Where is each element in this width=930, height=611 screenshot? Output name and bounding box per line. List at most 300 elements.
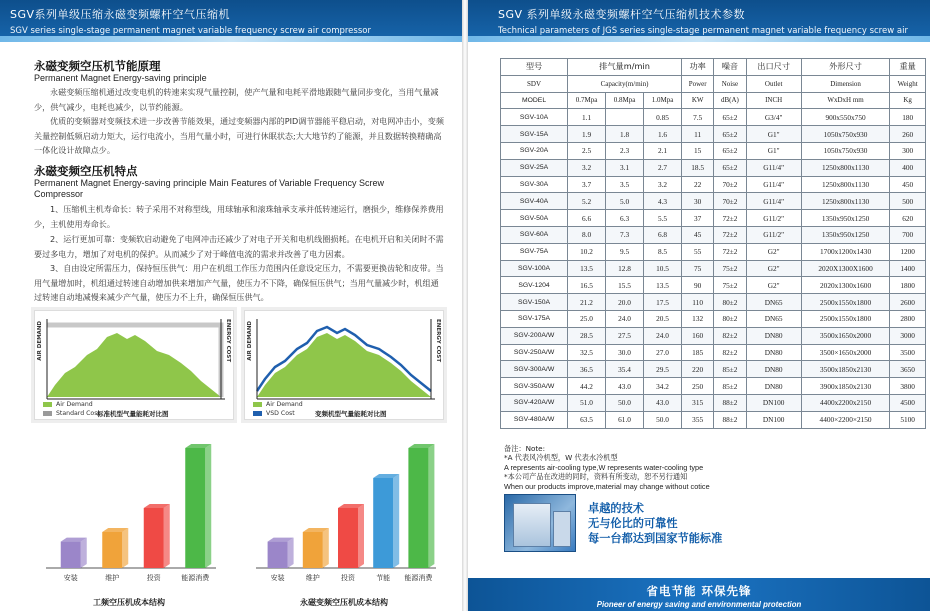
legend-label: Air Demand [266, 401, 303, 408]
legend-air-demand [43, 401, 93, 408]
table-cell: 180 [890, 109, 926, 126]
table-cell: 1400 [890, 260, 926, 277]
model-cell: SGV-480A/W [501, 411, 568, 428]
section1-title: 永磁变频空压机节能原理 [34, 59, 161, 73]
bar-side [205, 444, 211, 568]
table-row [501, 226, 926, 243]
bar-side [323, 528, 329, 568]
bar-chart-standard-caption: 工频空压机成本结构 [93, 598, 165, 607]
table-cell: 13.5 [568, 260, 606, 277]
model-cell: SGV-40A [501, 193, 568, 210]
left-header-title: SGV系列单级压缩永磁变频螺杆空气压缩机 [10, 8, 231, 21]
table-cell: 30.0 [606, 344, 644, 361]
table-row [501, 126, 926, 143]
header-noise: 噪音 [714, 59, 746, 76]
model-cell: SGV-15A [501, 126, 568, 143]
bar-category-label: 投资 [146, 574, 161, 582]
bar-chart-standard [34, 432, 224, 608]
right-header-subtitle: Technical parameters of JGS series single-stage permanent magnet variable frequency screw air [498, 26, 908, 36]
model-cell: SGV-350A/W [501, 378, 568, 395]
table-cell: DN80 [746, 344, 801, 361]
legend-swatch [43, 402, 52, 407]
table-cell: 88±2 [714, 411, 746, 428]
header-capacity: 排气量m/min [568, 59, 682, 76]
table-cell: 90 [682, 277, 714, 294]
promo-line2: 无与伦比的可靠性 [588, 517, 678, 530]
table-cell: 1.9 [568, 126, 606, 143]
model-cell: SGV-420A/W [501, 394, 568, 411]
table-cell: 15.5 [606, 277, 644, 294]
table-cell: DN80 [746, 327, 801, 344]
section1-para1: 永磁变频压缩机通过改变电机的转速来实现气量控制，使产气量和电耗平滑地跟随气量同步变化，当用气量减少，供气减少，电耗也减少，以节约能源。 [34, 87, 439, 112]
table-row [501, 411, 926, 428]
table-cell: 3500x1850x2130 [801, 361, 890, 378]
notes-block [504, 444, 710, 491]
header-en-capacity: Capacity(m/min) [568, 75, 682, 92]
table-cell: G11/4" [746, 159, 801, 176]
table-cell: 2.3 [606, 142, 644, 159]
table-cell: 75±2 [714, 260, 746, 277]
table-cell: 18.5 [682, 159, 714, 176]
table-cell: 4400x2200x2150 [801, 394, 890, 411]
table-cell: 45 [682, 226, 714, 243]
bar-side [393, 474, 399, 568]
spec-table-body [501, 109, 926, 428]
table-cell: 5.5 [644, 210, 682, 227]
table-cell: 1250x800x1130 [801, 176, 890, 193]
table-cell: 2.7 [644, 159, 682, 176]
bar-chart-vsd-caption: 永磁变频空压机成本结构 [300, 598, 388, 607]
table-cell: 27.5 [606, 327, 644, 344]
table-cell: 75±2 [714, 277, 746, 294]
table-cell: 300 [890, 142, 926, 159]
table-cell: 3.7 [568, 176, 606, 193]
table-cell: 500 [890, 193, 926, 210]
table-cell: G3/4" [746, 109, 801, 126]
model-cell: SGV-25A [501, 159, 568, 176]
right-page-header [468, 0, 930, 42]
header-unit-10: 1.0Mpa [644, 92, 682, 109]
table-cell: DN80 [746, 361, 801, 378]
header-model: 型号 [501, 59, 568, 76]
footer-slogan-cn: 省电节能 环保先锋 [646, 584, 752, 598]
table-cell: 1350x950x1250 [801, 226, 890, 243]
table-cell: 1200 [890, 243, 926, 260]
table-cell: 2800 [890, 310, 926, 327]
table-cell: 17.5 [644, 294, 682, 311]
table-row [501, 294, 926, 311]
table-row [501, 193, 926, 210]
header-outlet: 出口尺寸 [746, 59, 801, 76]
air-demand-area [257, 333, 431, 397]
area-chart-standard [34, 310, 234, 420]
table-cell: 3500×1650x2000 [801, 344, 890, 361]
model-cell: SGV-175A [501, 310, 568, 327]
table-cell: 1.8 [606, 126, 644, 143]
model-cell: SGV-50A [501, 210, 568, 227]
table-cell: 4500 [890, 394, 926, 411]
table-cell: 70±2 [714, 176, 746, 193]
model-cell: SGV-60A [501, 226, 568, 243]
table-cell: 10.5 [644, 260, 682, 277]
bar-side [288, 538, 294, 568]
table-cell: 9.5 [606, 243, 644, 260]
table-cell: 88±2 [714, 394, 746, 411]
table-cell: 2600 [890, 294, 926, 311]
table-cell: 75 [682, 260, 714, 277]
section2-para3: 3、自由设定所需压力，保持恒压供气：用户在机组工作压力范围内任意设定压力，不需要更换齿轮和皮带。当用气量增加时，机组通过转速自动增加供来增加产气量，使压力不下降，确保恒压供气；当用气量减少时，机组通过转速自动地减慢来减少产气量，使压力不上升，确保恒压供气。 [34, 263, 444, 302]
table-cell: 700 [890, 226, 926, 243]
table-cell: 2.5 [568, 142, 606, 159]
table-row [501, 109, 926, 126]
table-cell: 1700x1200x1430 [801, 243, 890, 260]
table-cell: 3.2 [568, 159, 606, 176]
table-cell: 21.2 [568, 294, 606, 311]
table-cell: 44.2 [568, 378, 606, 395]
table-cell: G11/4" [746, 176, 801, 193]
bar-category-label: 维护 [105, 574, 120, 582]
left-page-header [0, 0, 462, 42]
table-row [501, 260, 926, 277]
compressor-unit-shape [513, 503, 551, 547]
legend-label: Air Demand [56, 401, 93, 408]
model-cell: SGV-300A/W [501, 361, 568, 378]
table-row [501, 159, 926, 176]
table-cell: 34.2 [644, 378, 682, 395]
header-en-power: Power [682, 75, 714, 92]
bar-chart-vsd-svg [244, 432, 444, 592]
section2-para1: 1、压缩机主机寿命长：转子采用不对称型线，用球轴承和滚珠轴承支承并低转速运行，磨损少，维修保养费用少，主机使用寿命长。 [34, 204, 444, 229]
table-cell: 28.5 [568, 327, 606, 344]
table-cell: 1350x950x1250 [801, 210, 890, 227]
bar-side [358, 504, 364, 568]
header-en-weight: Weight [890, 75, 926, 92]
bar-category-label: 安装 [270, 574, 285, 582]
header-en-outlet: Outlet [746, 75, 801, 92]
notes-line3: *本公司产品在改进的同时，资料有所变动，恕不另行通知 [504, 472, 688, 482]
table-cell: DN80 [746, 378, 801, 395]
table-cell: 3000 [890, 327, 926, 344]
spec-table [500, 58, 926, 429]
table-cell: 260 [890, 126, 926, 143]
table-cell: 5.2 [568, 193, 606, 210]
bar [338, 508, 358, 568]
header-unit-mm: WxDxH mm [801, 92, 890, 109]
header-unit-inch: INCH [746, 92, 801, 109]
table-cell: 185 [682, 344, 714, 361]
table-cell: 24.0 [644, 327, 682, 344]
table-row [501, 277, 926, 294]
air-demand-area [47, 333, 221, 397]
table-cell: 37 [682, 210, 714, 227]
model-cell: SGV-100A [501, 260, 568, 277]
y-axis-right-label: ENERGY COST [435, 319, 441, 363]
right-header-title: SGV 系列单级永磁变频螺杆空气压缩机技术参数 [498, 8, 746, 21]
table-cell: G11/2" [746, 210, 801, 227]
table-cell: 1050x750x930 [801, 126, 890, 143]
header-unit-db: dB(A) [714, 92, 746, 109]
table-row [501, 210, 926, 227]
notes-line2: A represents air-cooling type,W represents water-cooling type [504, 462, 704, 472]
header-en-dimension: Dimension [801, 75, 890, 92]
table-cell: 10.2 [568, 243, 606, 260]
notes-line4: When our products improve,material may change without cotice [504, 481, 710, 491]
table-row [501, 243, 926, 260]
legend-vsd-cost [253, 410, 295, 417]
section2-subtitle: Permanent Magnet Energy-saving principle Main Features of Variable Frequency Screw Compressor [34, 178, 385, 199]
table-cell: 72±2 [714, 243, 746, 260]
model-cell: SGV-10A [501, 109, 568, 126]
area-chart-vsd-caption: 变频机型气量能耗对比图 [315, 410, 387, 418]
table-cell: 35.4 [606, 361, 644, 378]
table-cell: 85±2 [714, 378, 746, 395]
table-cell: 65±2 [714, 109, 746, 126]
table-row [501, 142, 926, 159]
header-dimension: 外形尺寸 [801, 59, 890, 76]
bar-category-label: 能源消费 [404, 574, 433, 582]
table-cell: 16.5 [568, 277, 606, 294]
table-cell: 3800 [890, 378, 926, 395]
table-cell: 7.3 [606, 226, 644, 243]
legend-air-demand [253, 401, 303, 408]
legend-label: VSD Cost [266, 410, 295, 417]
bar-chart-vsd [244, 432, 444, 608]
y-axis-left-label: AIR DEMAND [37, 321, 43, 361]
table-cell: 400 [890, 159, 926, 176]
notes-label: 备注：Note: [504, 444, 545, 453]
right-page [468, 42, 930, 611]
table-cell: 2020x1300x1600 [801, 277, 890, 294]
table-cell: 5100 [890, 411, 926, 428]
footer-banner [468, 578, 930, 611]
bar [373, 478, 393, 568]
bar-side [428, 444, 434, 568]
promo-line1: 卓越的技术 [588, 502, 644, 515]
table-cell: G1" [746, 142, 801, 159]
table-cell: 6.3 [606, 210, 644, 227]
table-cell: 250 [682, 378, 714, 395]
bar-chart-standard-svg [34, 432, 224, 592]
notes-line1: *A 代表风冷机型，W 代表水冷机型 [504, 453, 618, 463]
table-cell: 20.5 [644, 310, 682, 327]
table-cell: 27.0 [644, 344, 682, 361]
table-cell: 82±2 [714, 327, 746, 344]
footer-slogan-en: Pioneer of energy saving and environmental protection [596, 600, 802, 609]
legend-swatch [43, 411, 52, 416]
table-row [501, 344, 926, 361]
table-cell: G11/4" [746, 193, 801, 210]
table-cell: 3500x1650x2000 [801, 327, 890, 344]
header-en-model: SDV [501, 75, 568, 92]
table-header-row-units [501, 92, 926, 109]
table-row [501, 327, 926, 344]
table-cell: 4.3 [644, 193, 682, 210]
table-row [501, 361, 926, 378]
table-cell: 11 [682, 126, 714, 143]
left-header-subtitle: SGV series single-stage permanent magnet variable frequency screw air compressor [10, 26, 371, 36]
legend-standard-cost [43, 410, 100, 417]
table-cell: 2.1 [644, 142, 682, 159]
bar [268, 542, 288, 568]
table-cell: 1250x800x1130 [801, 159, 890, 176]
table-row [501, 394, 926, 411]
header-en-noise: Noise [714, 75, 746, 92]
table-cell: 2020X1300X1600 [801, 260, 890, 277]
table-cell: 6.6 [568, 210, 606, 227]
table-cell: DN65 [746, 310, 801, 327]
model-cell: SGV-250A/W [501, 344, 568, 361]
table-cell: 1.1 [568, 109, 606, 126]
table-cell: 22 [682, 176, 714, 193]
table-cell: 61.0 [606, 411, 644, 428]
bar-category-label: 能源消费 [181, 574, 210, 582]
table-cell: 50.0 [644, 411, 682, 428]
bar-side [81, 538, 87, 568]
legend-swatch [253, 411, 262, 416]
model-cell: SGV-20A [501, 142, 568, 159]
table-cell: 43.0 [606, 378, 644, 395]
table-cell: G2" [746, 260, 801, 277]
table-row [501, 310, 926, 327]
table-cell: 132 [682, 310, 714, 327]
compressor-panel-shape [553, 511, 571, 547]
table-cell: 6.8 [644, 226, 682, 243]
area-chart-standard-caption: 标准机型气量能耗对比图 [97, 410, 169, 418]
table-cell: 450 [890, 176, 926, 193]
table-cell: 160 [682, 327, 714, 344]
table-cell: 29.5 [644, 361, 682, 378]
table-cell: 8.5 [644, 243, 682, 260]
section2-para2: 2、运行更加可靠：变频软启动避免了电网冲击还减少了对电子开关和电机线圈损耗。在电机开启和关闭时不需要过多电力，增加了对电机的保护。从而减少了对于峰值电流的需求并改善了电力因素。 [34, 234, 444, 259]
table-cell: 3.2 [644, 176, 682, 193]
table-header-row-en [501, 75, 926, 92]
table-cell: 900x550x750 [801, 109, 890, 126]
table-cell: 3650 [890, 361, 926, 378]
bar [303, 532, 323, 568]
model-cell: SGV-30A [501, 176, 568, 193]
y-axis-left-label: AIR DEMAND [247, 321, 253, 361]
table-cell: 5.0 [606, 193, 644, 210]
promo-line3: 每一台都达到国家节能标准 [588, 532, 723, 545]
table-cell: 20.0 [606, 294, 644, 311]
bar [185, 448, 205, 568]
header-unit-kw: KW [682, 92, 714, 109]
table-cell: 315 [682, 394, 714, 411]
legend-label: Standard Cost [56, 410, 100, 417]
table-cell: 1250x800x1130 [801, 193, 890, 210]
table-cell: 13.5 [644, 277, 682, 294]
table-cell: 65±2 [714, 159, 746, 176]
table-cell: 50.0 [606, 394, 644, 411]
table-cell: 51.0 [568, 394, 606, 411]
table-cell: 65±2 [714, 142, 746, 159]
table-cell: 36.5 [568, 361, 606, 378]
table-cell: 63.5 [568, 411, 606, 428]
header-weight: 重量 [890, 59, 926, 76]
table-cell: 220 [682, 361, 714, 378]
table-cell: 55 [682, 243, 714, 260]
table-cell: 3.1 [606, 159, 644, 176]
bar-side [164, 504, 170, 568]
area-chart-vsd [244, 310, 444, 420]
table-cell: DN65 [746, 294, 801, 311]
header-unit-model: MODEL [501, 92, 568, 109]
table-cell: 355 [682, 411, 714, 428]
bar [61, 542, 81, 568]
table-cell: 3900x1850x2130 [801, 378, 890, 395]
bar [102, 532, 122, 568]
table-cell: 2500x1550x1800 [801, 294, 890, 311]
table-cell: G2" [746, 243, 801, 260]
table-cell: G11/2" [746, 226, 801, 243]
table-cell: 3500 [890, 344, 926, 361]
table-cell: DN100 [746, 411, 801, 428]
table-cell: 30 [682, 193, 714, 210]
table-cell: 65±2 [714, 126, 746, 143]
table-cell: 82±2 [714, 344, 746, 361]
table-cell: 620 [890, 210, 926, 227]
bar [408, 448, 428, 568]
table-cell: 1800 [890, 277, 926, 294]
bar-category-label: 投资 [341, 574, 355, 582]
table-cell: 8.0 [568, 226, 606, 243]
table-cell: G2" [746, 277, 801, 294]
compressor-product-image [504, 494, 576, 552]
table-cell: 1050x750x930 [801, 142, 890, 159]
model-cell: SGV-1204 [501, 277, 568, 294]
legend-swatch [253, 402, 262, 407]
table-cell: 80±2 [714, 310, 746, 327]
table-cell: 85±2 [714, 361, 746, 378]
table-cell: 7.5 [682, 109, 714, 126]
table-cell: 43.0 [644, 394, 682, 411]
bar-category-label: 维护 [305, 574, 320, 582]
table-cell: 24.0 [606, 310, 644, 327]
section1-subtitle: Permanent Magnet Energy-saving principle [34, 73, 207, 83]
model-cell: SGV-75A [501, 243, 568, 260]
table-cell: 80±2 [714, 294, 746, 311]
table-cell: 110 [682, 294, 714, 311]
table-cell: 72±2 [714, 226, 746, 243]
promo-slogan [588, 501, 722, 546]
table-header-row-cn [501, 59, 926, 76]
model-cell: SGV-200A/W [501, 327, 568, 344]
table-cell: G1" [746, 126, 801, 143]
table-row [501, 176, 926, 193]
bar-category-label: 节能 [376, 574, 391, 582]
section2-title: 永磁变频空压机特点 [34, 164, 138, 178]
table-cell: 0.85 [644, 109, 682, 126]
section1-para2: 优质的变频器对变频技术进一步改善节能效果，通过变频器内部的PID调节器能平稳启动，对电网冲击小，变频关量控制低频启动力矩大，运行电流小，当用气量小时，可进行休眠状态;大大地节约了能源，并且数据转换精确高一体化设计故障点少。 [34, 116, 444, 155]
table-cell [606, 109, 644, 126]
table-cell: 32.5 [568, 344, 606, 361]
bar [144, 508, 164, 568]
table-cell: 12.8 [606, 260, 644, 277]
y-axis-right-label: ENERGY COST [225, 319, 231, 363]
table-cell: 25.0 [568, 310, 606, 327]
model-cell: SGV-150A [501, 294, 568, 311]
header-unit-08: 0.8Mpa [606, 92, 644, 109]
table-cell: 3.5 [606, 176, 644, 193]
table-cell: 4400×2200×2150 [801, 411, 890, 428]
header-unit-kg: Kg [890, 92, 926, 109]
table-cell: 70±2 [714, 193, 746, 210]
table-cell: 72±2 [714, 210, 746, 227]
bar-side [122, 528, 128, 568]
table-cell: 2500x1550x1800 [801, 310, 890, 327]
table-cell: 1.6 [644, 126, 682, 143]
bar-category-label: 安装 [63, 574, 78, 582]
